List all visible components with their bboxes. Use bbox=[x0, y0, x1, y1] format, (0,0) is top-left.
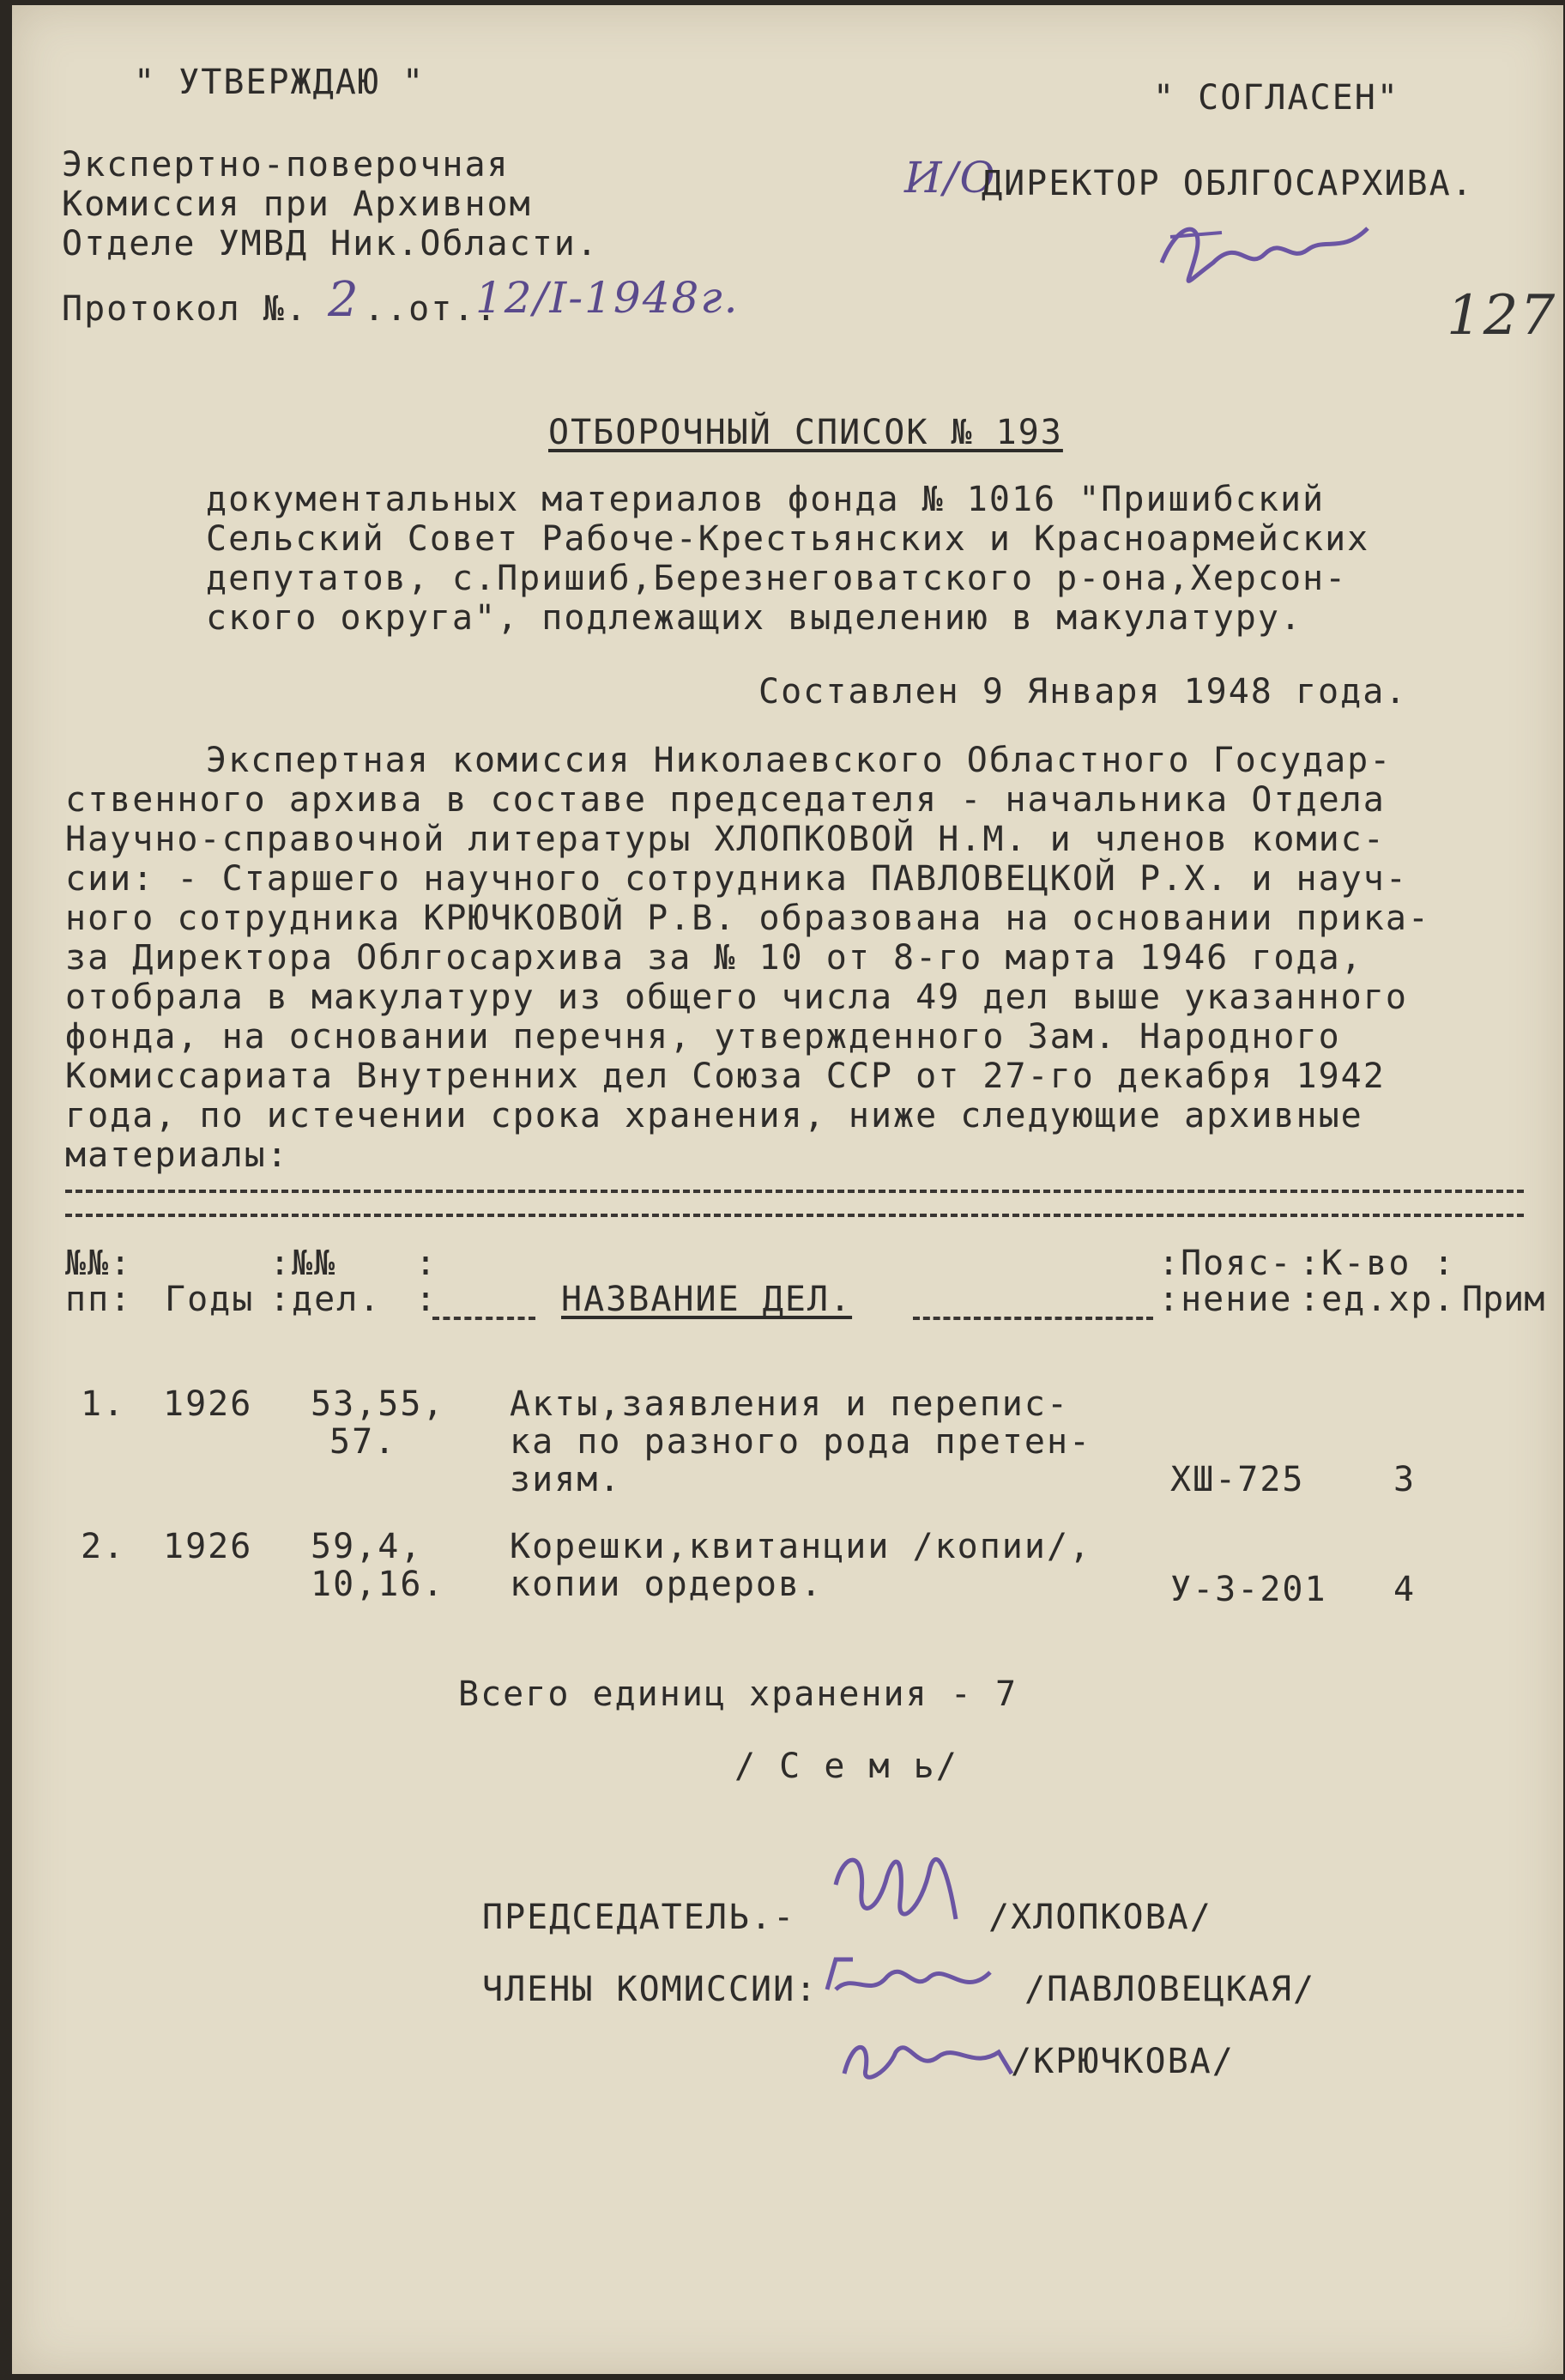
col-explanation-bottom: :нение bbox=[1158, 1280, 1293, 1319]
approve-line-1: Экспертно-поверочная bbox=[62, 145, 510, 185]
protocol-from: ..от.. bbox=[364, 289, 499, 329]
row-1-year: 1926 bbox=[163, 1384, 253, 1424]
row-2-year: 1926 bbox=[163, 1527, 253, 1566]
row-2-cases-2: 10,16. bbox=[311, 1565, 445, 1604]
body-line-5: ного сотрудника КРЮЧКОВОЙ Р.В. образована на основании прика- bbox=[65, 899, 1431, 938]
row-1-explanation: ХШ-725 bbox=[1170, 1460, 1305, 1499]
body-line-6: за Директора Облгосархива за № 10 от 8-го марта 1946 года, bbox=[65, 938, 1363, 978]
col-separator-top: : bbox=[415, 1244, 438, 1283]
protocol-date: 12/I-1948г. bbox=[475, 273, 740, 323]
row-2-title-1: Корешки,квитанции /копии/, bbox=[510, 1527, 1092, 1566]
col-units-bottom: :ед.хр. bbox=[1299, 1280, 1456, 1319]
document-page bbox=[12, 5, 1563, 2374]
row-1-cases-1: 53,55, bbox=[311, 1384, 445, 1424]
approve-title: " УТВЕРЖДАЮ " bbox=[134, 63, 426, 102]
subtitle-line-1: документальных материалов фонда № 1016 "Пришибский bbox=[206, 480, 1326, 519]
approve-line-2: Комиссия при Архивном bbox=[62, 185, 532, 224]
col-separator-bottom: : bbox=[415, 1280, 438, 1319]
body-line-9: Комиссариата Внутренних дел Союза ССР от 27-го декабря 1942 bbox=[65, 1057, 1386, 1096]
row-2-explanation: У-3-201 bbox=[1170, 1570, 1327, 1609]
col-num-bottom: пп: bbox=[65, 1280, 133, 1319]
subtitle-line-2: Сельский Совет Рабоче-Крестьянских и Красноармейских bbox=[206, 519, 1370, 559]
member1-name: /ПАВЛОВЕЦКАЯ/ bbox=[1024, 1970, 1316, 2009]
chairman-label: ПРЕДСЕДАТЕЛЬ.- bbox=[482, 1898, 796, 1937]
body-line-2: ственного архива в составе председателя - начальника Отдела bbox=[65, 780, 1386, 820]
subtitle-line-3: депутатов, с.Пришиб,Березнеговатского р-она,Херсон- bbox=[206, 559, 1348, 598]
col-cases-top: :№№ bbox=[269, 1244, 337, 1283]
body-line-1: Экспертная комиссия Николаевского Областного Государ- bbox=[206, 741, 1393, 780]
approve-line-3: Отделе УМВД Ник.Области. bbox=[62, 224, 599, 263]
member2-signature bbox=[836, 2022, 1024, 2091]
table-divider-top-2 bbox=[65, 1214, 1524, 1217]
agree-title: " СОГЛАСЕН" bbox=[1153, 78, 1399, 118]
row-2-title-2: копии ордеров. bbox=[510, 1565, 824, 1604]
body-line-4: сии: - Старшего научного сотрудника ПАВЛОВЕЦКОЙ Р.Х. и науч- bbox=[65, 859, 1408, 899]
col-units-top: :К-во : bbox=[1299, 1244, 1456, 1283]
row-1-units: 3 bbox=[1393, 1460, 1417, 1499]
col-years: Годы bbox=[165, 1280, 255, 1319]
compiled-date: Составлен 9 Января 1948 года. bbox=[758, 672, 1408, 712]
header-dash-left bbox=[432, 1317, 535, 1320]
page-number: 127 bbox=[1447, 284, 1557, 348]
body-line-10: года, по истечении срока хранения, ниже следующие архивные bbox=[65, 1096, 1363, 1135]
row-1-title-1: Акты,заявления и перепис- bbox=[510, 1384, 1070, 1424]
agree-io: И/О bbox=[904, 153, 997, 203]
row-2-num: 2. bbox=[81, 1527, 126, 1566]
body-line-8: фонда, на основании перечня, утвержденного Зам. Народного bbox=[65, 1017, 1341, 1057]
protocol-number: 2 bbox=[328, 272, 360, 328]
document-heading: ОТБОРОЧНЫЙ СПИСОК № 193 bbox=[548, 413, 1063, 452]
col-title: НАЗВАНИЕ ДЕЛ. bbox=[561, 1280, 853, 1319]
total-units-words: / С е м ь/ bbox=[734, 1747, 958, 1786]
member1-signature bbox=[819, 1947, 1016, 2015]
members-label: ЧЛЕНЫ КОМИССИИ: bbox=[482, 1970, 819, 2009]
row-1-num: 1. bbox=[81, 1384, 126, 1424]
body-line-7: отобрала в макулатуру из общего числа 49 дел выше указанного bbox=[65, 978, 1408, 1017]
total-units: Всего единиц хранения - 7 bbox=[458, 1674, 1018, 1714]
row-1-title-2: ка по разного рода претен- bbox=[510, 1422, 1092, 1462]
col-cases-bottom: :дел. bbox=[269, 1280, 382, 1319]
row-2-cases-1: 59,4, bbox=[311, 1527, 423, 1566]
table-divider-top bbox=[65, 1190, 1524, 1193]
chairman-name: /ХЛОПКОВА/ bbox=[988, 1898, 1212, 1937]
body-line-3: Научно-справочной литературы ХЛОПКОВОЙ Н.М. и членов комис- bbox=[65, 820, 1386, 859]
col-explanation-top: :Пояс- bbox=[1158, 1244, 1293, 1283]
chairman-signature bbox=[819, 1833, 973, 1945]
agree-position: ДИРЕКТОР ОБЛГОСАРХИВА. bbox=[982, 164, 1474, 203]
header-dash-right bbox=[913, 1317, 1153, 1320]
col-num-top: №№: bbox=[65, 1244, 133, 1283]
row-2-units: 4 bbox=[1393, 1570, 1417, 1609]
subtitle-line-4: ского округа", подлежащих выделению в макулатуру. bbox=[206, 598, 1303, 638]
protocol-label: Протокол №. bbox=[62, 289, 308, 329]
row-1-cases-2: 57. bbox=[329, 1422, 397, 1462]
body-line-11: материалы: bbox=[65, 1135, 289, 1175]
col-note: Прим bbox=[1462, 1280, 1545, 1319]
member2-name: /КРЮЧКОВА/ bbox=[1011, 2042, 1235, 2081]
row-1-title-3: зиям. bbox=[510, 1460, 622, 1499]
director-signature bbox=[1145, 203, 1393, 297]
